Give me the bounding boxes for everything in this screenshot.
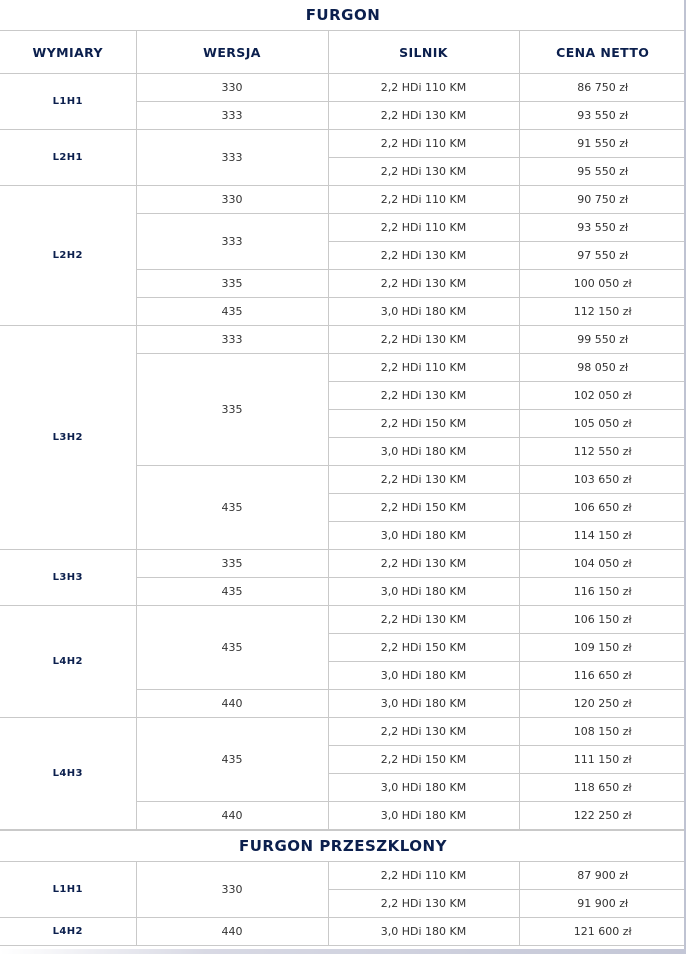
version-cell: 335 — [136, 270, 328, 298]
price-cell: 116 650 zł — [519, 662, 686, 690]
version-cell: 333 — [136, 130, 328, 186]
dimension-cell: L2H1 — [0, 130, 136, 186]
version-cell: 435 — [136, 298, 328, 326]
engine-cell: 2,2 HDi 130 KM — [328, 102, 519, 130]
version-cell: 335 — [136, 550, 328, 578]
price-cell: 103 650 zł — [519, 466, 686, 494]
dimension-cell: L4H3 — [0, 718, 136, 830]
price-cell: 91 550 zł — [519, 130, 686, 158]
engine-cell: 3,0 HDi 180 KM — [328, 522, 519, 550]
price-cell: 93 550 zł — [519, 214, 686, 242]
engine-cell: 2,2 HDi 150 KM — [328, 494, 519, 522]
price-cell: 116 150 zł — [519, 578, 686, 606]
version-cell: 333 — [136, 214, 328, 270]
engine-cell: 2,2 HDi 110 KM — [328, 74, 519, 102]
version-cell: 330 — [136, 74, 328, 102]
price-cell: 111 150 zł — [519, 746, 686, 774]
price-cell: 114 150 zł — [519, 522, 686, 550]
engine-cell: 2,2 HDi 130 KM — [328, 890, 519, 918]
price-cell: 87 900 zł — [519, 862, 686, 890]
engine-cell: 3,0 HDi 180 KM — [328, 774, 519, 802]
price-cell: 105 050 zł — [519, 410, 686, 438]
section-title-furgon: FURGON — [0, 0, 686, 31]
dimension-cell: L3H2 — [0, 326, 136, 550]
price-cell: 91 900 zł — [519, 890, 686, 918]
table-row — [0, 186, 686, 214]
dimension-cell: L4H2 — [0, 606, 136, 718]
version-cell: 440 — [136, 690, 328, 718]
price-cell: 112 550 zł — [519, 438, 686, 466]
version-cell: 333 — [136, 102, 328, 130]
engine-cell: 3,0 HDi 180 KM — [328, 690, 519, 718]
table-row — [0, 918, 686, 946]
engine-cell: 2,2 HDi 110 KM — [328, 130, 519, 158]
price-table-furgon — [0, 31, 686, 830]
price-cell: 93 550 zł — [519, 102, 686, 130]
engine-cell: 3,0 HDi 180 KM — [328, 578, 519, 606]
price-cell: 106 650 zł — [519, 494, 686, 522]
engine-cell: 2,2 HDi 130 KM — [328, 326, 519, 354]
price-cell: 99 550 zł — [519, 326, 686, 354]
price-cell: 118 650 zł — [519, 774, 686, 802]
table-row — [0, 606, 686, 634]
price-cell: 90 750 zł — [519, 186, 686, 214]
table-row — [0, 326, 686, 354]
bottom-gradient-bar — [0, 949, 686, 954]
engine-cell: 3,0 HDi 180 KM — [328, 438, 519, 466]
header-cena-netto: CENA NETTO — [519, 31, 686, 74]
engine-cell: 2,2 HDi 130 KM — [328, 550, 519, 578]
engine-cell: 2,2 HDi 130 KM — [328, 158, 519, 186]
price-cell: 102 050 zł — [519, 382, 686, 410]
version-cell: 333 — [136, 326, 328, 354]
engine-cell: 2,2 HDi 150 KM — [328, 634, 519, 662]
price-cell: 86 750 zł — [519, 74, 686, 102]
version-cell: 435 — [136, 578, 328, 606]
table-row — [0, 74, 686, 102]
engine-cell: 2,2 HDi 130 KM — [328, 606, 519, 634]
engine-cell: 3,0 HDi 180 KM — [328, 918, 519, 946]
engine-cell: 3,0 HDi 180 KM — [328, 298, 519, 326]
version-cell: 440 — [136, 918, 328, 946]
header-wersja: WERSJA — [136, 31, 328, 74]
price-cell: 106 150 zł — [519, 606, 686, 634]
price-cell: 109 150 zł — [519, 634, 686, 662]
table-body-furgon — [0, 74, 686, 830]
price-cell: 122 250 zł — [519, 802, 686, 830]
engine-cell: 3,0 HDi 180 KM — [328, 662, 519, 690]
engine-cell: 2,2 HDi 110 KM — [328, 214, 519, 242]
price-cell: 95 550 zł — [519, 158, 686, 186]
section-title-furgon-przeszklony: FURGON PRZESZKLONY — [0, 830, 686, 862]
table-row — [0, 862, 686, 890]
table-row — [0, 718, 686, 746]
engine-cell: 2,2 HDi 110 KM — [328, 862, 519, 890]
header-silnik: SILNIK — [328, 31, 519, 74]
dimension-cell: L3H3 — [0, 550, 136, 606]
price-cell: 121 600 zł — [519, 918, 686, 946]
table-row — [0, 550, 686, 578]
price-cell: 97 550 zł — [519, 242, 686, 270]
version-cell: 435 — [136, 718, 328, 802]
version-cell: 335 — [136, 354, 328, 466]
dimension-cell: L1H1 — [0, 862, 136, 918]
engine-cell: 2,2 HDi 130 KM — [328, 466, 519, 494]
version-cell: 435 — [136, 606, 328, 690]
engine-cell: 3,0 HDi 180 KM — [328, 802, 519, 830]
version-cell: 330 — [136, 862, 328, 918]
engine-cell: 2,2 HDi 150 KM — [328, 746, 519, 774]
engine-cell: 2,2 HDi 150 KM — [328, 410, 519, 438]
price-cell: 108 150 zł — [519, 718, 686, 746]
engine-cell: 2,2 HDi 130 KM — [328, 382, 519, 410]
price-cell: 120 250 zł — [519, 690, 686, 718]
dimension-cell: L1H1 — [0, 74, 136, 130]
price-table-furgon-przeszklony — [0, 862, 686, 946]
engine-cell: 2,2 HDi 130 KM — [328, 718, 519, 746]
price-cell: 104 050 zł — [519, 550, 686, 578]
price-cell: 112 150 zł — [519, 298, 686, 326]
version-cell: 435 — [136, 466, 328, 550]
table-header-row — [0, 31, 686, 74]
table-row — [0, 130, 686, 158]
header-wymiary: WYMIARY — [0, 31, 136, 74]
price-cell: 100 050 zł — [519, 270, 686, 298]
version-cell: 440 — [136, 802, 328, 830]
dimension-cell: L2H2 — [0, 186, 136, 326]
engine-cell: 2,2 HDi 110 KM — [328, 186, 519, 214]
engine-cell: 2,2 HDi 110 KM — [328, 354, 519, 382]
price-cell: 98 050 zł — [519, 354, 686, 382]
engine-cell: 2,2 HDi 130 KM — [328, 242, 519, 270]
dimension-cell: L4H2 — [0, 918, 136, 946]
table-body-furgon-przeszklony — [0, 862, 686, 946]
version-cell: 330 — [136, 186, 328, 214]
engine-cell: 2,2 HDi 130 KM — [328, 270, 519, 298]
